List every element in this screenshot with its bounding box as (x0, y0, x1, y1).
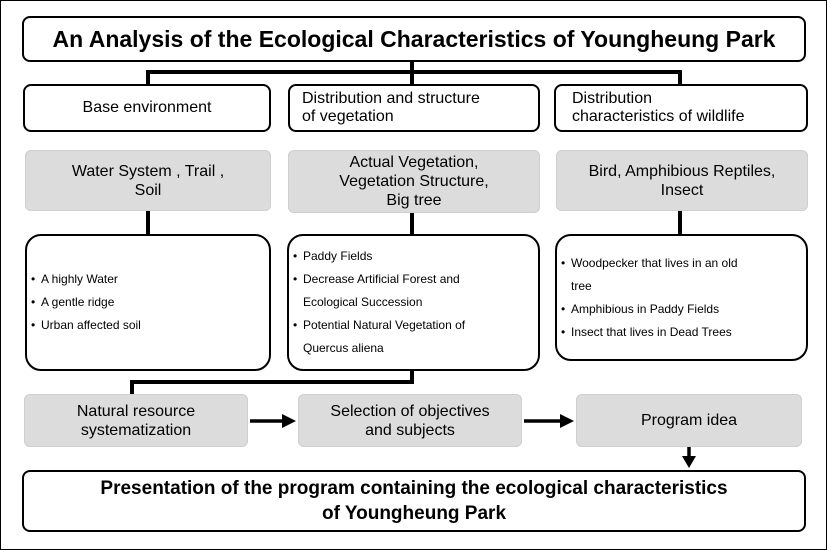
list-item: • Insect that lives in Dead Trees (571, 321, 738, 344)
step-program-idea (576, 394, 802, 447)
list-item: • A highly Water (41, 268, 141, 291)
header-wildlife (554, 84, 808, 132)
list-item: • Paddy Fields (303, 245, 465, 268)
step-text: Program idea (640, 412, 738, 429)
list-item: • Potential Natural Vegetation of (303, 314, 465, 337)
header-text: Distribution characteristics of wildlife (572, 90, 745, 125)
header-text: Base environment (82, 99, 212, 116)
details-list (289, 245, 465, 360)
topic-text: Actual Vegetation, Vegetation Structure, Big tree (339, 154, 489, 209)
header-base-environment (23, 84, 271, 132)
topic-base-environment (25, 150, 271, 211)
list-item: Ecological Succession (303, 295, 423, 309)
list-item: • Amphibious in Paddy Fields (571, 298, 738, 321)
list-item: • Decrease Artificial Forest and (303, 268, 465, 291)
list-item: tree (571, 278, 592, 293)
diagram-title (22, 16, 806, 62)
result-presentation (22, 470, 806, 532)
list-item: Quercus aliena (303, 341, 384, 355)
step-text: Natural resource systematization (76, 402, 196, 439)
header-vegetation (288, 84, 540, 132)
header-text: Distribution and structure of vegetation (302, 90, 480, 125)
step-objectives (298, 394, 522, 447)
step-natural-resource (24, 394, 248, 447)
topic-text: Water System , Trail , Soil (71, 162, 225, 199)
topic-vegetation (288, 150, 540, 213)
topic-wildlife (556, 150, 808, 211)
step-text: Selection of objectives and subjects (330, 402, 490, 439)
details-list (27, 268, 141, 337)
list-item: • Woodpecker that lives in an old (571, 252, 738, 275)
topic-text: Bird, Amphibious Reptiles, Insect (588, 162, 776, 199)
details-list (557, 252, 738, 344)
details-base-environment (25, 234, 271, 371)
diagram-title-text: An Analysis of the Ecological Characteristics of Youngheung Park (52, 25, 776, 52)
details-wildlife (555, 234, 808, 361)
result-text: Presentation of the program containing the ecological characteristics of Youngheung Park (100, 478, 728, 524)
list-item: • A gentle ridge (41, 291, 141, 314)
list-item: • Urban affected soil (41, 314, 141, 337)
details-vegetation (287, 234, 540, 371)
